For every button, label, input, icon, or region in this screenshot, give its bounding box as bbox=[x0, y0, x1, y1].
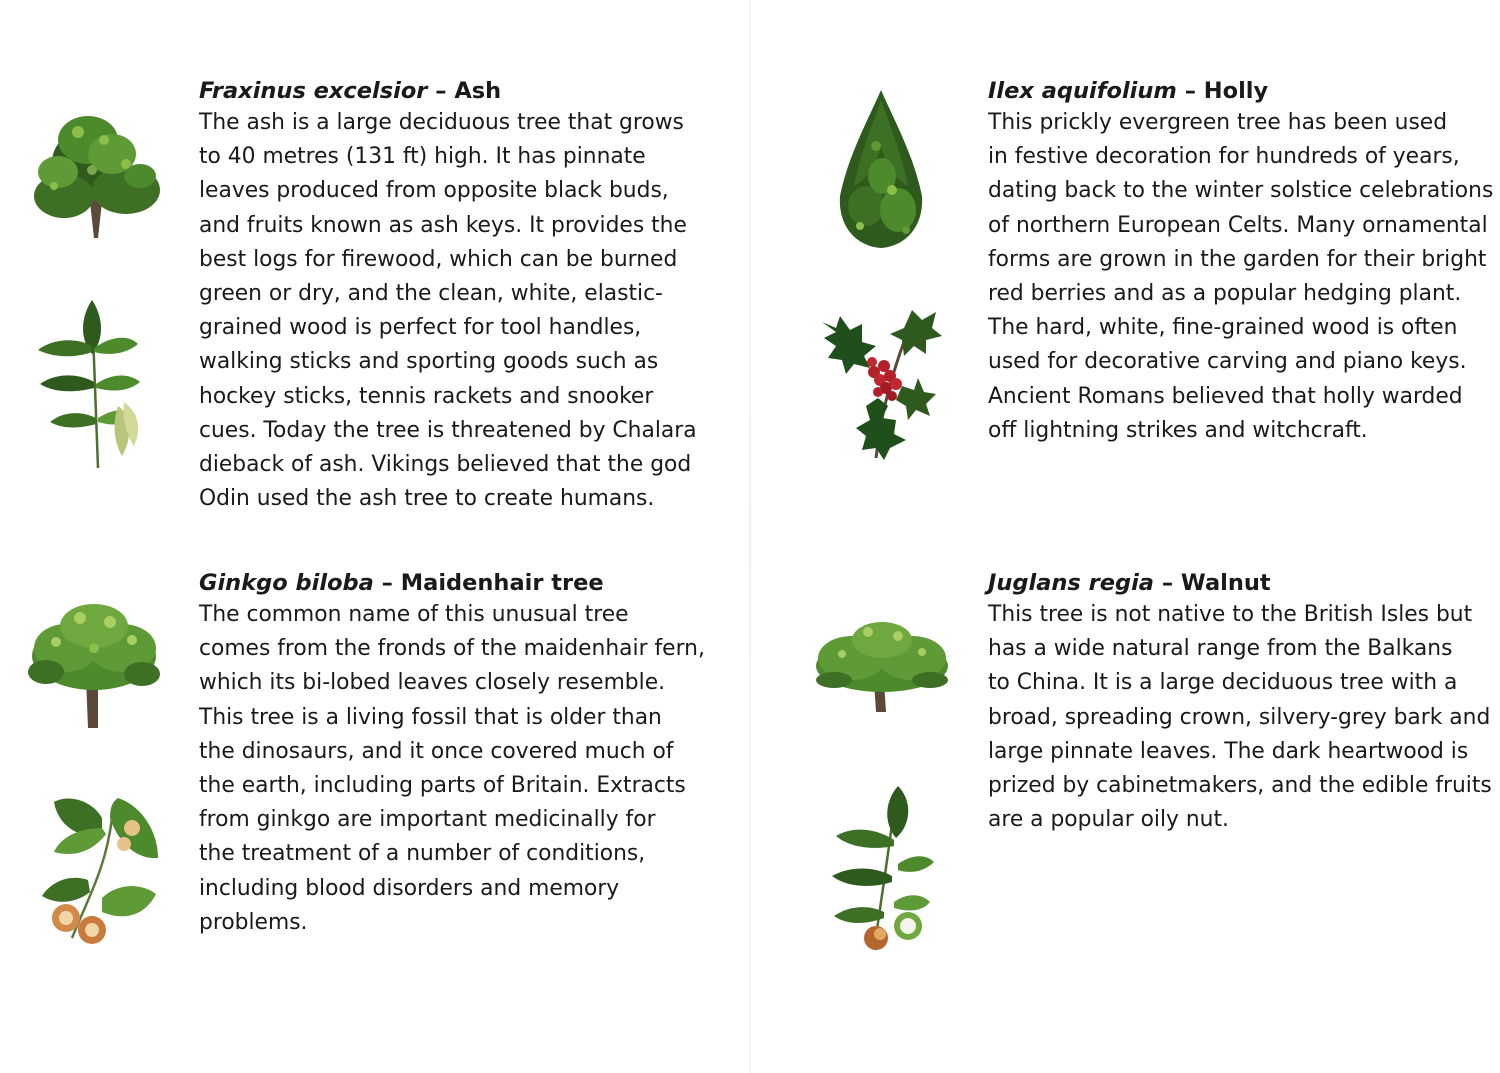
description-line: dating back to the winter solstice celebrations bbox=[988, 178, 1494, 204]
ginkgo-leaves-icon bbox=[32, 788, 160, 954]
walnut-tree-icon bbox=[812, 618, 952, 714]
entry-description bbox=[988, 598, 1492, 837]
entry-heading bbox=[988, 76, 1493, 106]
description-line: which its bi-lobed leaves closely resemble. bbox=[199, 670, 666, 696]
description-line: This prickly evergreen tree has been used bbox=[988, 110, 1448, 135]
description-line: green or dry, and the clean, white, elastic- bbox=[199, 281, 663, 307]
entry-description bbox=[199, 598, 705, 940]
description-line: walking sticks and sporting goods such as bbox=[199, 349, 659, 375]
ginkgo-tree-icon bbox=[26, 600, 164, 730]
description-line: This tree is a living fossil that is older than bbox=[199, 704, 662, 730]
description-line: and fruits known as ash keys. It provides the bbox=[199, 212, 687, 238]
walnut-leaf-icon bbox=[818, 784, 938, 954]
common-name: Ash bbox=[454, 78, 502, 104]
common-name: Maidenhair tree bbox=[400, 570, 604, 596]
heading-dash: – bbox=[427, 78, 455, 104]
scientific-name: Ilex aquifolium bbox=[988, 78, 1177, 104]
entry-walnut bbox=[988, 568, 1492, 837]
description-line: to 40 metres (131 ft) high. It has pinnate bbox=[199, 144, 646, 170]
description-line: hockey sticks, tennis rackets and snooker bbox=[199, 383, 654, 409]
scientific-name: Fraxinus excelsior bbox=[199, 78, 428, 104]
description-line: from ginkgo are important medicinally for bbox=[199, 807, 656, 833]
description-line: The common name of this unusual tree bbox=[199, 602, 629, 627]
description-line: The hard, white, fine-grained wood is often bbox=[988, 315, 1458, 341]
description-line: The ash is a large deciduous tree that grows bbox=[199, 110, 684, 135]
description-line: prized by cabinetmakers, and the edible fruits bbox=[988, 773, 1492, 799]
entry-heading bbox=[199, 76, 697, 106]
description-line: in festive decoration for hundreds of years, bbox=[988, 144, 1460, 170]
description-line: cues. Today the tree is threatened by Chalara bbox=[199, 417, 697, 443]
description-line: of northern European Celts. Many ornamental bbox=[988, 212, 1488, 238]
description-line: including blood disorders and memory bbox=[199, 875, 620, 901]
description-line: are a popular oily nut. bbox=[988, 807, 1229, 833]
page-gutter bbox=[749, 0, 751, 1073]
common-name: Holly bbox=[1203, 78, 1269, 104]
scientific-name: Juglans regia bbox=[988, 570, 1154, 596]
description-line: off lightning strikes and witchcraft. bbox=[988, 417, 1368, 443]
holly-tree-icon bbox=[836, 86, 926, 250]
holly-sprig-icon bbox=[818, 302, 944, 462]
description-line: This tree is not native to the British Isles but bbox=[988, 602, 1473, 627]
description-line: red berries and as a popular hedging plant. bbox=[988, 281, 1462, 307]
common-name: Walnut bbox=[1180, 570, 1271, 596]
description-line: Odin used the ash tree to create humans. bbox=[199, 486, 655, 512]
ash-tree-icon bbox=[28, 110, 162, 238]
entry-description bbox=[988, 106, 1493, 448]
description-line: to China. It is a large deciduous tree with a bbox=[988, 670, 1458, 696]
entry-description bbox=[199, 106, 697, 516]
description-line: forms are grown in the garden for their bright bbox=[988, 246, 1487, 272]
ash-leaf-icon bbox=[34, 296, 146, 472]
entry-heading bbox=[199, 568, 705, 598]
description-line: best logs for firewood, which can be burned bbox=[199, 246, 678, 272]
description-line: grained wood is perfect for tool handles, bbox=[199, 315, 642, 341]
entry-heading bbox=[988, 568, 1492, 598]
entry-ash bbox=[199, 76, 697, 516]
description-line: the treatment of a number of conditions, bbox=[199, 841, 646, 867]
entry-holly bbox=[988, 76, 1493, 448]
heading-dash: – bbox=[1176, 78, 1204, 104]
description-line: the earth, including parts of Britain. Extracts bbox=[199, 773, 686, 799]
description-line: broad, spreading crown, silvery-grey bark and bbox=[988, 704, 1491, 730]
description-line: leaves produced from opposite black buds, bbox=[199, 178, 669, 204]
description-line: problems. bbox=[199, 909, 308, 935]
description-line: has a wide natural range from the Balkans bbox=[988, 636, 1453, 662]
scientific-name: Ginkgo biloba bbox=[199, 570, 374, 596]
entry-ginkgo bbox=[199, 568, 705, 940]
description-line: used for decorative carving and piano keys. bbox=[988, 349, 1467, 375]
description-line: Ancient Romans believed that holly warded bbox=[988, 383, 1463, 409]
description-line: comes from the fronds of the maidenhair fern, bbox=[199, 636, 705, 662]
heading-dash: – bbox=[373, 570, 401, 596]
heading-dash: – bbox=[1154, 570, 1181, 596]
description-line: large pinnate leaves. The dark heartwood is bbox=[988, 738, 1469, 764]
description-line: dieback of ash. Vikings believed that the god bbox=[199, 452, 692, 478]
description-line: the dinosaurs, and it once covered much of bbox=[199, 738, 674, 764]
